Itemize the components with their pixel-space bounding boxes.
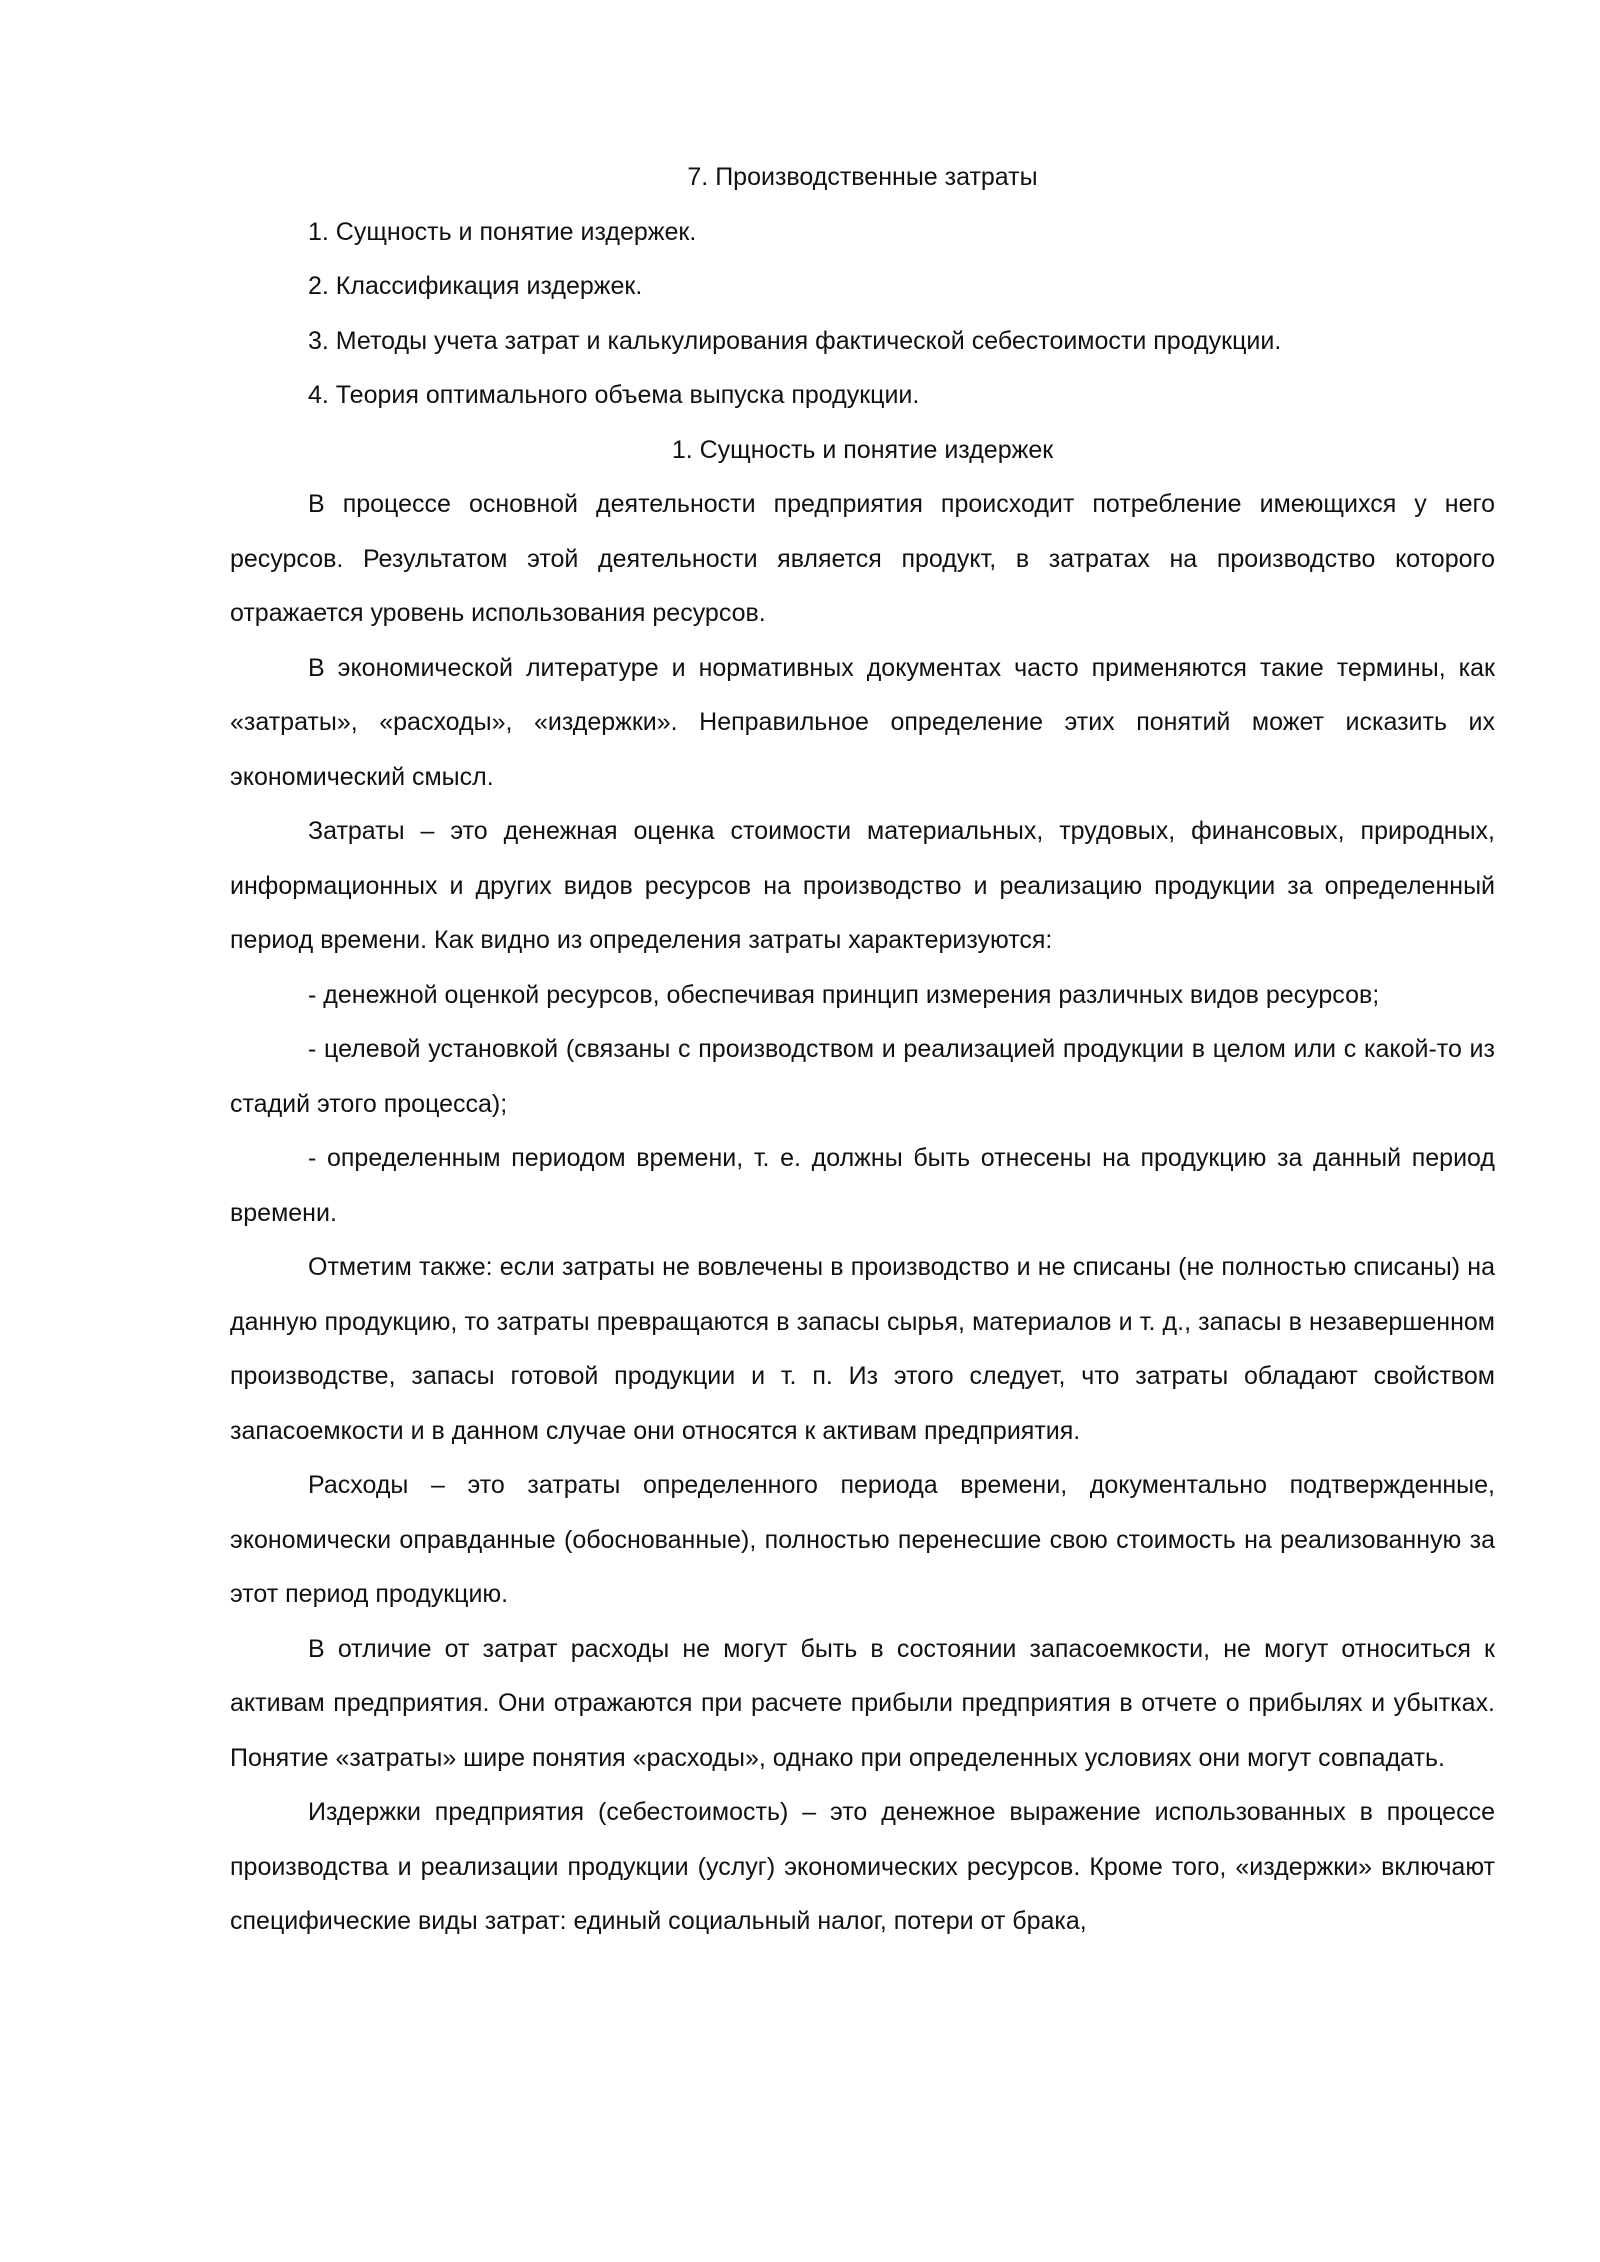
list-item-1: - денежной оценкой ресурсов, обеспечивая принцип измерения различных видов ресурсов; [308, 980, 1380, 1009]
section-heading: 1. Сущность и понятие издержек [671, 435, 1054, 464]
paragraph-2: В экономической литературе и нормативных документах часто применяются такие термины, как «затраты», «расходы», «издержки». Неправильное определение этих понятий может исказить их экономический смысл. [230, 653, 1495, 791]
toc-item-2: 2. Классификация издержек. [308, 272, 643, 300]
paragraph-1: В процессе основной деятельности предприятия происходит потребление имеющихся у него ресурсов. Результатом этой деятельности является продукт, в затратах на производство которого отражается уровень использования ресурсов. [230, 490, 1495, 627]
chapter-title: 7. Производственные затраты [687, 163, 1038, 191]
paragraph-5: Расходы – это затраты определенного периода времени, документально подтвержденные, экономически оправданные (обоснованные), полностью перенесшие свою стоимость на реализованную за этот период продукцию. [230, 1471, 1495, 1608]
list-item-3: - определенным периодом времени, т. е. должны быть отнесены на продукцию за данный период времени. [230, 1144, 1495, 1227]
paragraph-3: Затраты – это денежная оценка стоимости материальных, трудовых, финансовых, природных, информационных и других видов ресурсов на производство и реализацию продукции за определенный период времени. Как видно из определения затраты характеризуются: [230, 817, 1495, 954]
paragraph-6: В отличие от затрат расходы не могут быть в состоянии запасоемкости, не могут относиться к активам предприятия. Они отражаются при расчете прибыли предприятия в отчете о прибылях и убытках. Понятие «затраты» шире понятия «расходы», однако при определенных условиях они могут совпадать. [230, 1634, 1495, 1772]
document-body [230, 150, 1495, 1949]
toc-item-4: 4. Теория оптимального объема выпуска продукции. [308, 381, 920, 409]
toc-item-1: 1. Сущность и понятие издержек. [308, 217, 697, 246]
list-item-2: - целевой установкой (связаны с производством и реализацией продукции в целом или с какой-то из стадий этого процесса); [230, 1035, 1495, 1118]
paragraph-4: Отметим также: если затраты не вовлечены в производство и не списаны (не полностью списаны) на данную продукцию, то затраты превращаются в запасы сырья, материалов и т. д., запасы в незавершенном производстве, запасы готовой продукции и т. п. Из этого следует, что затраты обладают свойством запасоемкости и в данном случае они относятся к активам предприятия. [230, 1253, 1495, 1445]
paragraph-7: Издержки предприятия (себестоимость) – это денежное выражение использованных в процессе производства и реализации продукции (услуг) экономических ресурсов. Кроме того, «издержки» включают специфические виды затрат: единый социальный налог, потери от брака, [230, 1798, 1495, 1935]
toc-item-3: 3. Методы учета затрат и калькулирования фактической себестоимости продукции. [308, 326, 1282, 355]
